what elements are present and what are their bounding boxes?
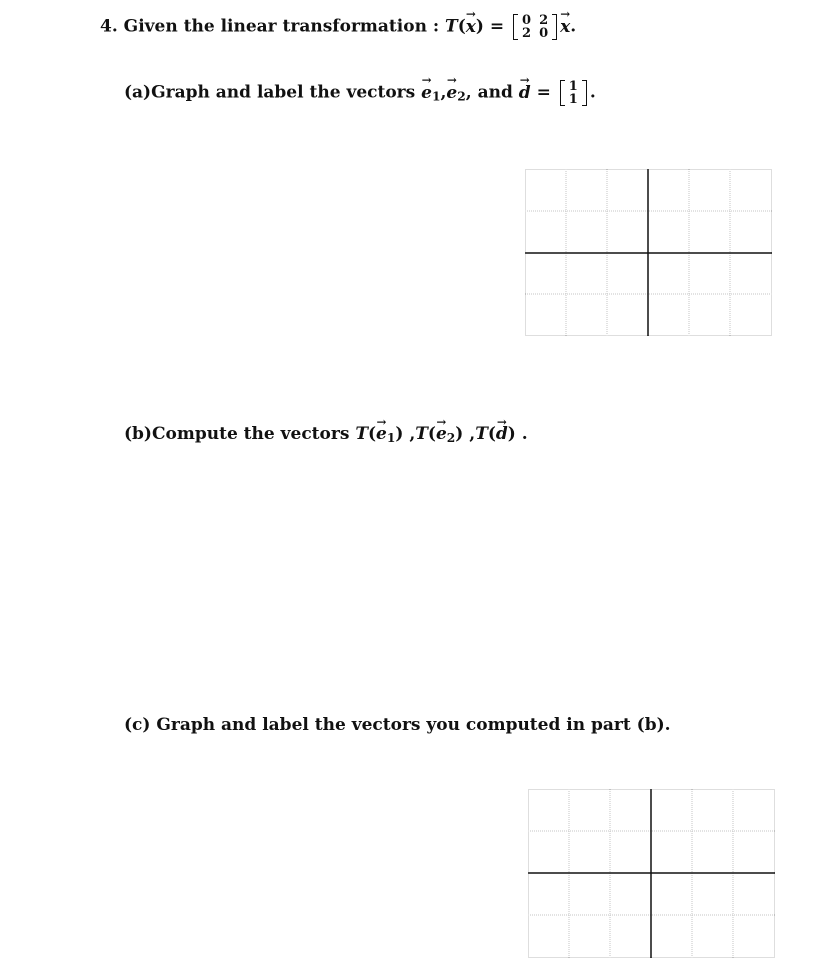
separator-comma: , (440, 82, 447, 103)
equals-sign: = (489, 16, 505, 37)
transform-label: T (445, 16, 458, 37)
part-c (124, 715, 671, 735)
vector-e2: → e (446, 83, 457, 103)
part-b-label: (b) (124, 424, 152, 444)
transform-label: T (355, 424, 368, 444)
vector-d: → d (519, 83, 531, 103)
and-text: , and (465, 82, 513, 103)
matrix-cell: 0 (539, 26, 549, 41)
grid-svg-a (525, 169, 773, 337)
vector-cell: 1 (568, 92, 578, 107)
transform-label: T (475, 424, 488, 444)
subscript-1: 1 (386, 431, 396, 446)
problem-intro: Given the linear transformation : (123, 16, 440, 37)
matrix-cell: 2 (522, 26, 532, 41)
coordinate-grid-a[interactable] (525, 169, 773, 337)
part-b-text: Compute the vectors (151, 424, 350, 444)
part-a-period: . (589, 82, 596, 103)
grid-svg-c (528, 789, 776, 959)
vector-x: → x (466, 17, 476, 37)
problem-statement: 4. Given the linear transformation : T(→ x) = 0 2 2 0 → x. (100, 14, 576, 40)
vector-e1: → e (376, 424, 387, 444)
subscript-1: 1 (431, 89, 441, 104)
problem-number: 4. (100, 16, 118, 37)
part-c-label: (c) (124, 715, 151, 735)
vector-cell: 1 (568, 79, 578, 94)
d-column-vector (560, 80, 587, 106)
equals-sign: = (536, 82, 551, 103)
part-a-label: (a) (124, 82, 152, 103)
subscript-2: 2 (446, 431, 456, 446)
part-c-text: Graph and label the vectors you computed in part (b). (156, 715, 671, 735)
transform-label: T (415, 424, 428, 444)
problem-period: . (570, 16, 577, 37)
part-b-period: . (521, 424, 528, 444)
vector-x-operand: → x (560, 17, 570, 37)
vector-e2: → e (436, 424, 447, 444)
part-b: (b)Compute the vectors $T(\to e_1)$ $,T(\to e_2)$ ,T(→ d) . (124, 424, 528, 445)
transformation-matrix (513, 14, 557, 40)
matrix-cell: 0 (522, 13, 532, 28)
subscript-2: 2 (457, 89, 466, 104)
vector-e1: → e (421, 83, 432, 103)
part-a-text: Graph and label the vectors (151, 82, 416, 103)
vector-d: → d (496, 424, 508, 444)
matrix-cell: 2 (539, 13, 549, 28)
coordinate-grid-c[interactable] (528, 789, 776, 959)
part-a (124, 80, 596, 106)
